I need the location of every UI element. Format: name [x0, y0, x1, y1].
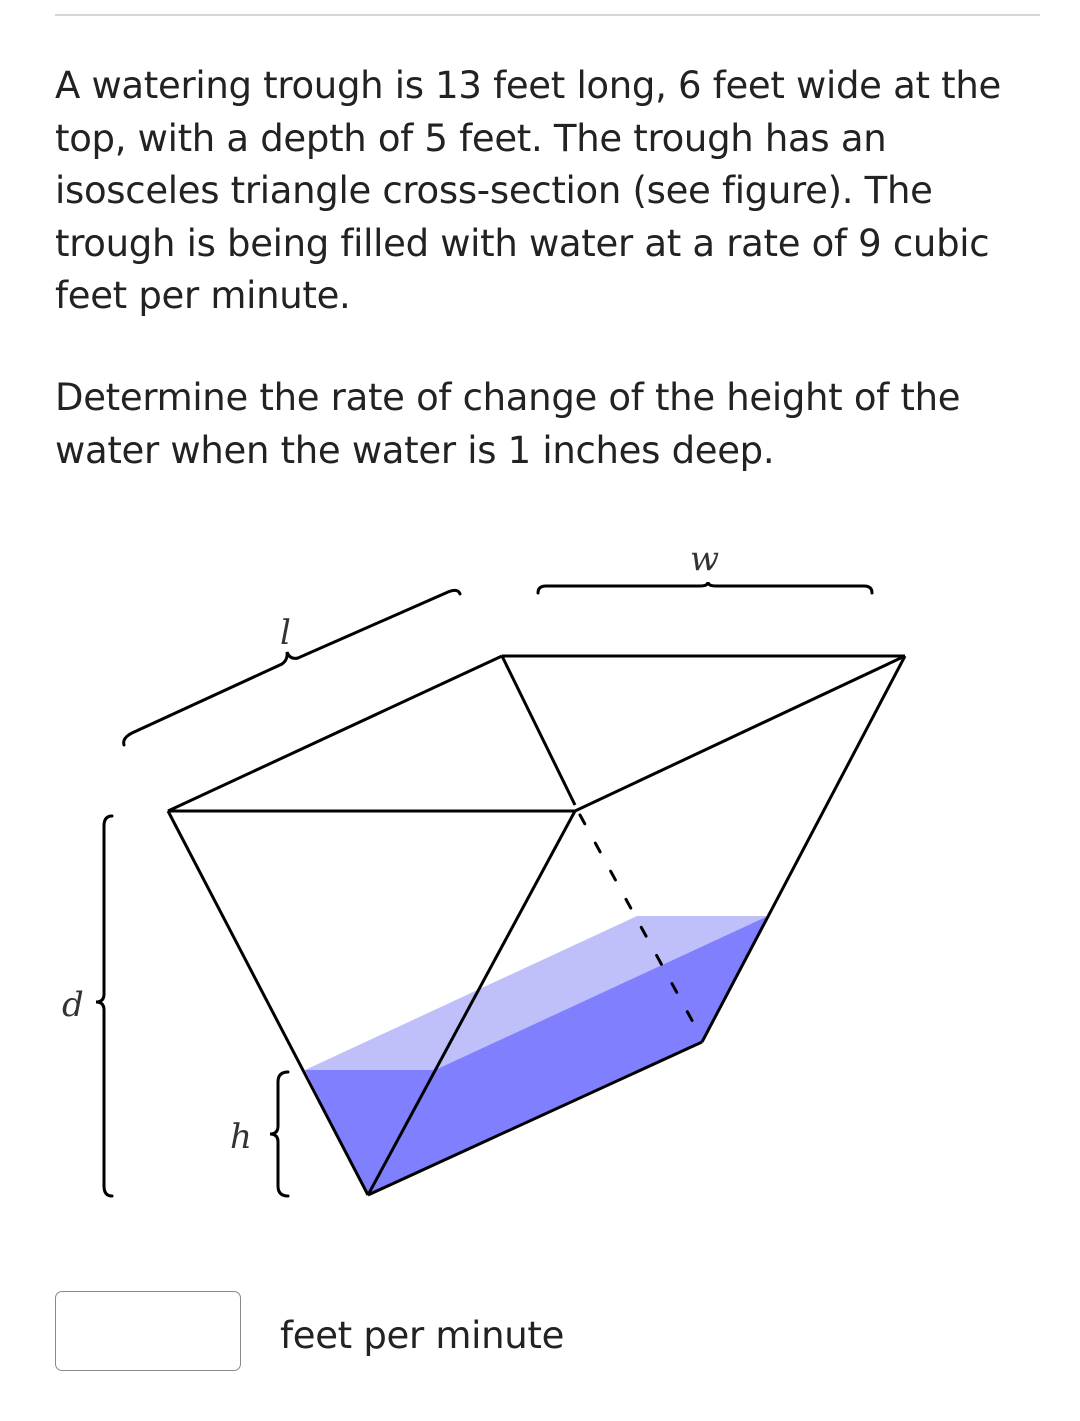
- depth-brace: [96, 816, 112, 1196]
- problem-question: Determine the rate of change of the height of the water when the water is 1 inches deep.: [55, 376, 961, 472]
- length-brace: [124, 590, 460, 745]
- depth-label: d: [62, 985, 84, 1025]
- width-brace: [538, 582, 872, 593]
- width-label: w: [690, 539, 720, 579]
- answer-input[interactable]: [55, 1291, 241, 1371]
- trough-figure: [0, 520, 1080, 1220]
- length-label: l: [280, 613, 291, 653]
- answer-unit-label: feet per minute: [280, 1314, 565, 1357]
- height-label: h: [230, 1117, 252, 1157]
- height-brace: [270, 1072, 288, 1196]
- problem-statement: A watering trough is 13 feet long, 6 feet wide at the top, with a depth of 5 feet. The trough has an isosceles triangle cross-section (see figure). The trough is being filled with water at a rate of 9 cubic feet per minute.: [55, 64, 1001, 317]
- top-divider: [55, 14, 1040, 16]
